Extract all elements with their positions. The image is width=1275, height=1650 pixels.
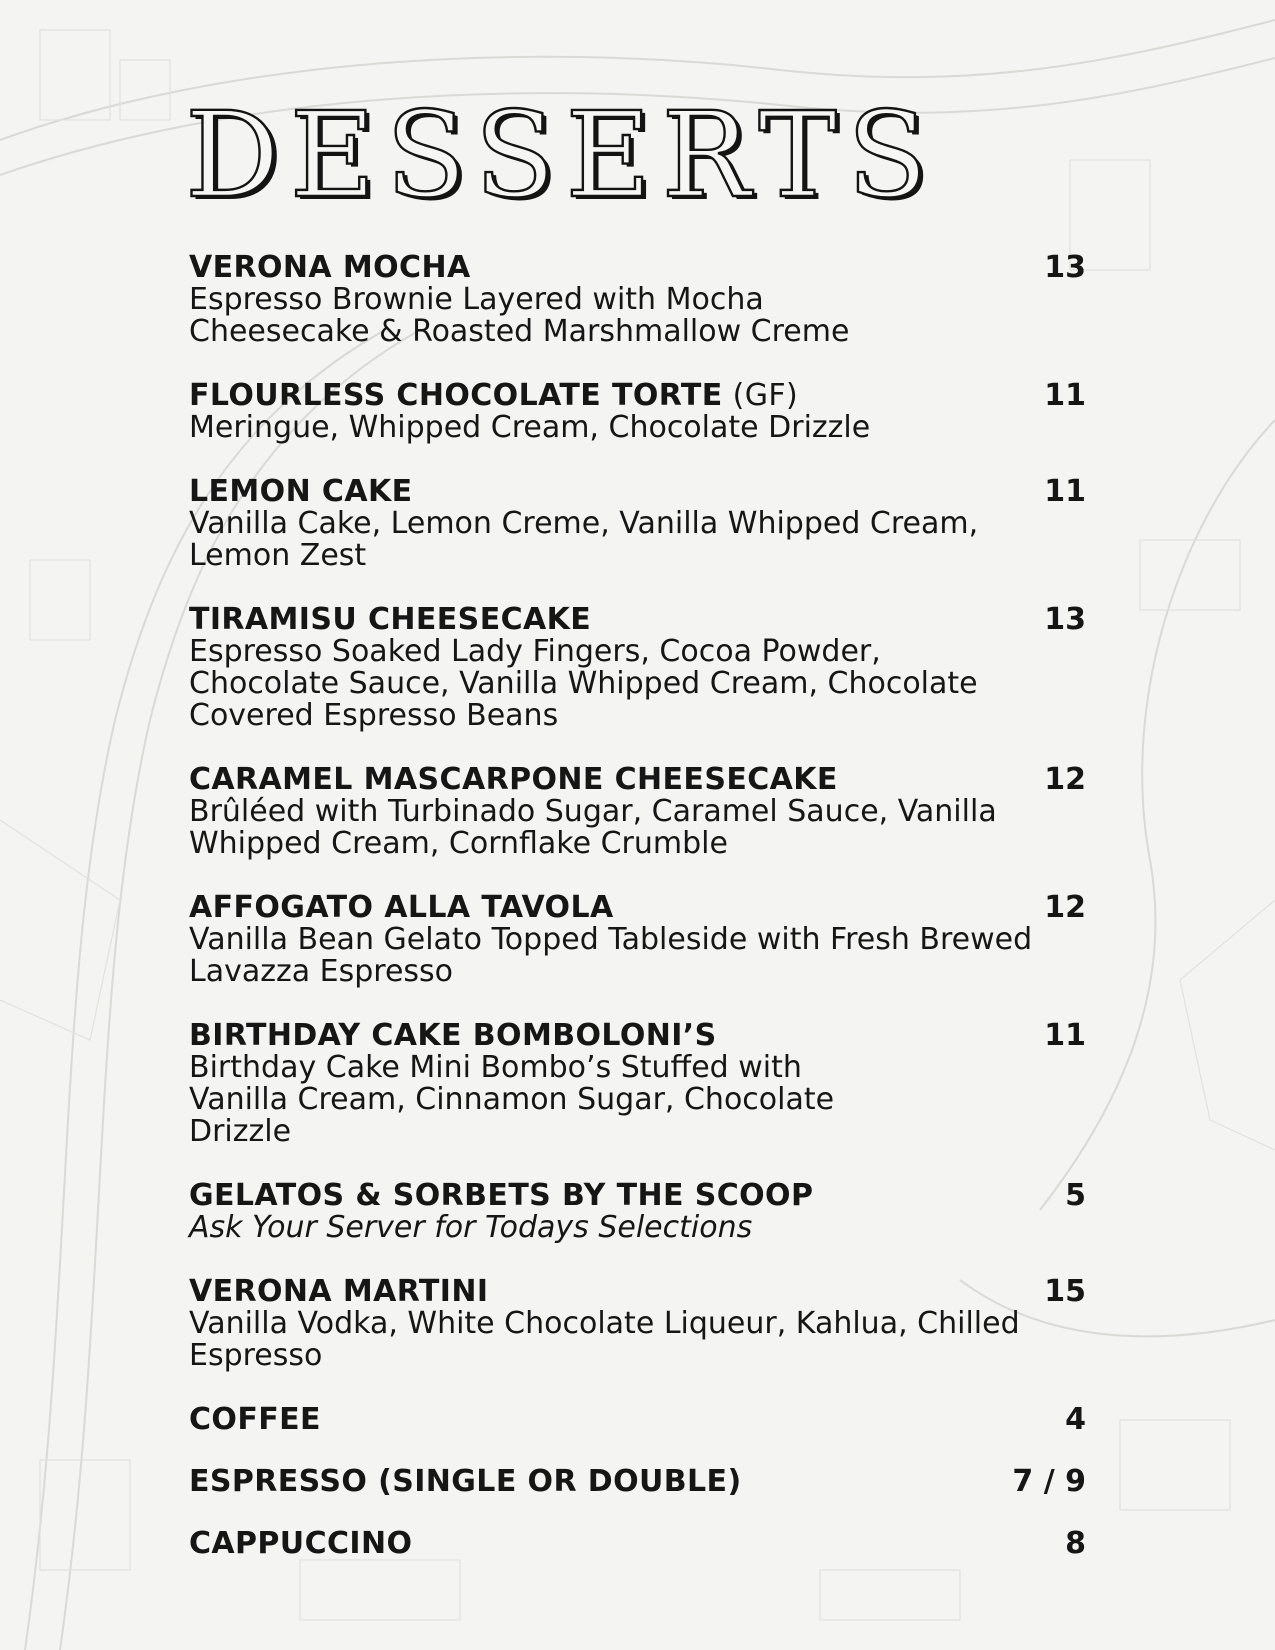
- menu-item: [189, 1528, 1086, 1560]
- menu-item: [189, 1276, 1086, 1372]
- menu-item-name: TIRAMISU CHEESECAKE: [189, 602, 592, 637]
- menu-item-description: Vanilla Cake, Lemon Creme, Vanilla Whipped Cream, Lemon Zest: [189, 506, 979, 573]
- menu-title: DESSERTS: [185, 86, 938, 224]
- menu-item-name: ESPRESSO (SINGLE OR DOUBLE): [189, 1464, 742, 1499]
- menu-item-name: BIRTHDAY CAKE BOMBOLONI’S: [189, 1018, 717, 1053]
- menu-item-name: COFFEE: [189, 1402, 321, 1437]
- menu-item: [189, 476, 1086, 572]
- menu-item-price: 15: [1044, 1274, 1086, 1309]
- menu-item-header: [189, 1020, 1086, 1052]
- menu-item-header: [189, 380, 1086, 412]
- menu-item-header: [189, 1180, 1086, 1212]
- menu-item-price: 13: [1044, 602, 1086, 637]
- menu-item-price: 11: [1044, 1018, 1086, 1053]
- menu-item-description: Birthday Cake Mini Bombo’s Stuffed with Vanilla Cream, Cinnamon Sugar, Chocolate Drizzle: [189, 1050, 835, 1149]
- menu-item-price: 12: [1044, 890, 1086, 925]
- menu-item-header: [189, 252, 1086, 284]
- menu-item-name: LEMON CAKE: [189, 474, 413, 509]
- menu-item-name: GELATOS & SORBETS BY THE SCOOP: [189, 1178, 814, 1213]
- menu-item: [189, 380, 1086, 444]
- menu-item: [189, 764, 1086, 860]
- menu-item-name: FLOURLESS CHOCOLATE TORTE (GF): [189, 378, 799, 413]
- menu-item-header: [189, 1276, 1086, 1308]
- menu-item-price: 7 / 9: [1012, 1464, 1086, 1499]
- menu-item-price: 11: [1044, 474, 1086, 509]
- menu-item-name: CAPPUCCINO: [189, 1526, 413, 1561]
- menu-item: [189, 1020, 1086, 1148]
- menu-item-header: [189, 604, 1086, 636]
- menu-item: [189, 1404, 1086, 1436]
- menu-item-name: VERONA MOCHA: [189, 250, 471, 285]
- menu-item-header: [189, 764, 1086, 796]
- menu-item: [189, 604, 1086, 732]
- menu-item-description: Vanilla Bean Gelato Topped Tableside with Fresh Brewed Lavazza Espresso: [189, 922, 1033, 989]
- menu-item-header: [189, 476, 1086, 508]
- menu-item: [189, 892, 1086, 988]
- menu-item-price: 5: [1065, 1178, 1086, 1213]
- menu-item-header: [189, 1528, 1086, 1560]
- menu-item-header: [189, 1404, 1086, 1436]
- menu-item-price: 13: [1044, 250, 1086, 285]
- menu-item-price: 8: [1065, 1526, 1086, 1561]
- menu-item: [189, 252, 1086, 348]
- menu-item-suffix: (GF): [722, 378, 799, 413]
- menu-item-header: [189, 892, 1086, 924]
- menu-item-name: AFFOGATO ALLA TAVOLA: [189, 890, 614, 925]
- menu-item-description: Meringue, Whipped Cream, Chocolate Drizzle: [189, 410, 871, 445]
- menu-item-description: Espresso Soaked Lady Fingers, Cocoa Powder, Chocolate Sauce, Vanilla Whipped Cream, Chocolate Covered Espresso Beans: [189, 634, 978, 733]
- menu-item-header: [189, 1466, 1086, 1498]
- menu-item-description: Vanilla Vodka, White Chocolate Liqueur, Kahlua, Chilled Espresso: [189, 1306, 1020, 1373]
- menu-item-price: 4: [1065, 1402, 1086, 1437]
- menu-item: [189, 1466, 1086, 1498]
- menu-item-price: 12: [1044, 762, 1086, 797]
- menu-item-name: CARAMEL MASCARPONE CHEESECAKE: [189, 762, 838, 797]
- dessert-menu: [185, 86, 1086, 1590]
- menu-item-price: 11: [1044, 378, 1086, 413]
- menu-item: [189, 1180, 1086, 1244]
- menu-item-name: VERONA MARTINI: [189, 1274, 489, 1309]
- menu-item-description: Ask Your Server for Todays Selections: [189, 1210, 753, 1245]
- menu-item-description: Espresso Brownie Layered with Mocha Cheesecake & Roasted Marshmallow Creme: [189, 282, 850, 349]
- menu-item-description: Brûléed with Turbinado Sugar, Caramel Sauce, Vanilla Whipped Cream, Cornflake Crumble: [189, 794, 997, 861]
